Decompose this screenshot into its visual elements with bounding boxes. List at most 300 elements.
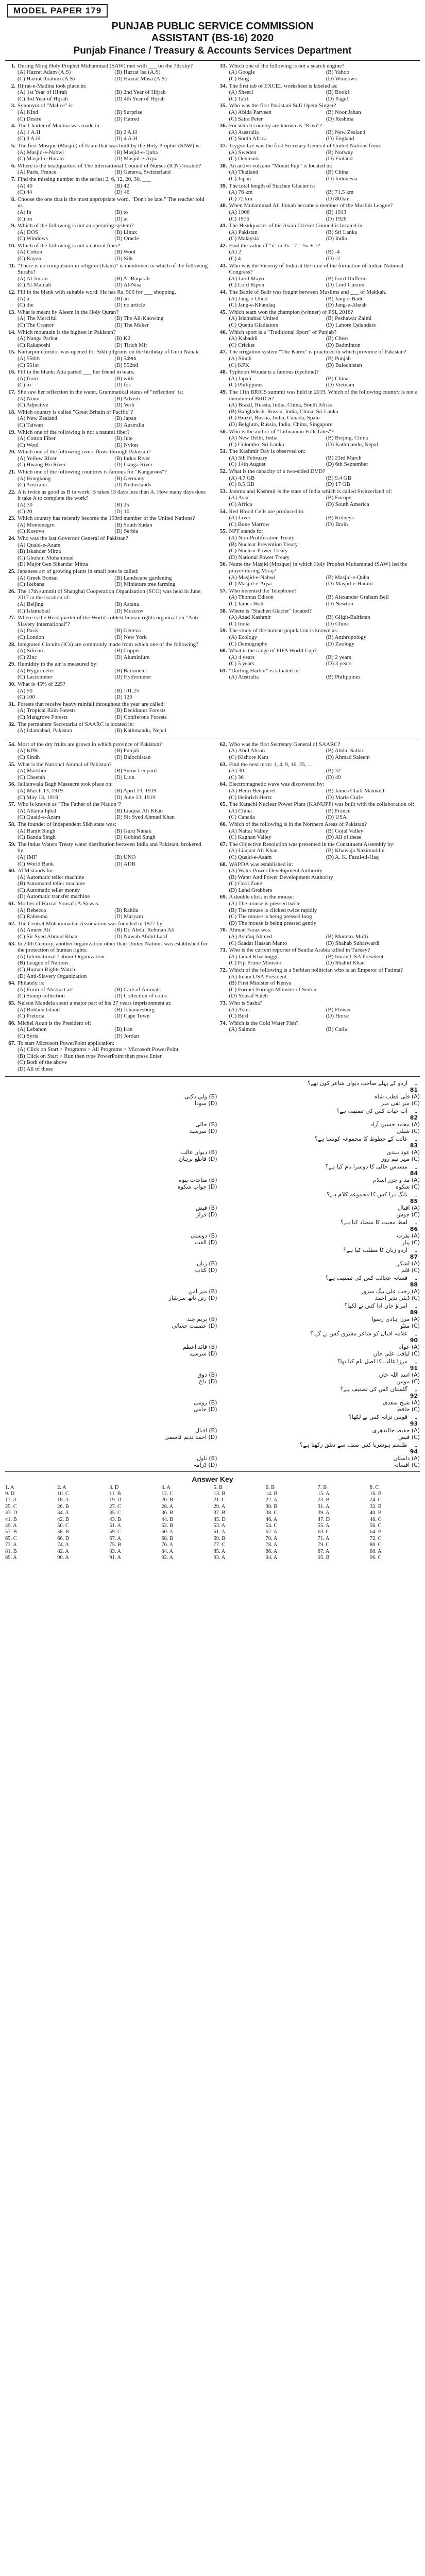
answer-option: (D) for — [114, 382, 131, 388]
answer-key-entry: 91. A — [109, 1554, 122, 1561]
question-text: Jammu and Kashmir is the state of India which is called Switzerland of: — [229, 488, 392, 495]
answer-option: (A) 30 — [229, 768, 244, 774]
question-item — [217, 468, 420, 488]
question-number: ۔82 — [410, 1107, 418, 1121]
answer-option: (D) Major Gen Sikandar Mirza — [18, 561, 88, 568]
question-text-row — [217, 967, 420, 974]
answer-key-entry: 72. C — [369, 1535, 382, 1541]
answer-option: (A) Hygrometer — [18, 667, 55, 674]
answer-option: (A) Azad Kashmir — [229, 614, 271, 621]
question-text: Michel Aoun is the President of: — [18, 1020, 91, 1026]
question-number: 11. — [8, 262, 15, 269]
question-text-row — [217, 202, 420, 209]
answer-option: (C) Pretoria — [18, 1013, 45, 1020]
question-text: قومی ترانہ کس نے لکھا؟ — [348, 1413, 407, 1420]
answer-option: (A) Sindh — [229, 355, 252, 362]
answer-option: (A) Al-Imran — [18, 275, 48, 282]
question-item — [217, 1020, 420, 1033]
answer-option: (A) Greek Bonsai — [18, 574, 58, 581]
answer-option: (B) 25 — [114, 502, 129, 509]
answer-option: (B) 32 — [326, 768, 341, 774]
answer-key-entry: 27. C — [109, 1503, 122, 1510]
answer-option: (D) 552nd — [114, 362, 138, 368]
answer-option: (A) رجب علی بیگ سرور — [361, 1287, 420, 1295]
question-text: The Headquarter of the Asian Cricket Council is located in: — [229, 223, 364, 229]
answer-option: (D) no article — [114, 302, 145, 309]
answer-key-entry: 62. A — [265, 1529, 278, 1535]
answer-option: (D) قاطع برہان — [179, 1155, 217, 1162]
answer-option: (D) Brain — [326, 521, 348, 528]
answer-option: (C) Kishore Kant — [229, 754, 268, 760]
answer-option: (A) Asia — [229, 495, 249, 501]
answer-option: (B) Imran USA President — [326, 953, 384, 960]
answer-key-title: Answer Key — [192, 1475, 233, 1483]
answer-option: (A) Noun — [18, 395, 40, 402]
answer-option: (C) 20 — [18, 508, 32, 515]
answer-options — [229, 848, 420, 860]
question-text-row — [5, 1358, 420, 1371]
answer-option: (A) Liaquat Ali Khan — [229, 848, 278, 854]
answer-option: (D) Aluminium — [114, 654, 150, 660]
header-divider — [5, 60, 420, 61]
answer-option: (C) Masjid-e-Haram — [18, 156, 64, 162]
answer-option: (B) Gilgit-Baltistan — [326, 614, 370, 621]
question-number: 27. — [8, 615, 15, 621]
answer-option: (B) April 13, 1919 — [114, 787, 157, 794]
question-number: 26. — [8, 588, 15, 595]
question-text: Who was the Viceroy of India at the time of the formation of Indian National Congress? — [229, 262, 404, 276]
answer-option: (C) the — [18, 302, 33, 309]
answer-option: (C) Cheetah — [18, 774, 45, 781]
question-item — [217, 103, 420, 122]
answer-option: (C) 5 years — [229, 660, 254, 667]
answer-options — [229, 355, 420, 368]
answer-option: (B) Chess — [326, 335, 349, 342]
question-item — [217, 83, 420, 103]
answer-option: (B) Nuclear Prevention Treaty — [229, 541, 298, 548]
answer-option: (C) Colombo, Sri Lanka — [229, 441, 284, 448]
question-item — [217, 761, 420, 781]
answer-option: (A) Masjid-e-Nabwi — [229, 574, 276, 581]
answer-option: (C) Canada — [229, 814, 255, 821]
answer-option: (B) Surprise — [114, 109, 143, 115]
answer-option: (B) Barometer — [114, 667, 148, 674]
answer-option: (B) 23rd March — [326, 454, 362, 461]
question-text: Typhoon Wouda is a famous (cyclone)? — [229, 369, 319, 376]
question-number: 35. — [219, 103, 227, 109]
answer-options — [18, 628, 209, 640]
question-text-row — [217, 183, 420, 190]
answer-option: (A) Water Power Development Authority — [229, 868, 323, 874]
question-text: Which of the following is not a natural fiber? — [18, 242, 121, 249]
answer-option: (C) Saira Peter — [229, 115, 263, 122]
answer-option: (A) Paris, France — [18, 169, 57, 176]
answer-option: (D) سودا — [195, 1099, 217, 1107]
answer-option: (B) Abdul Sattar — [326, 748, 364, 754]
question-number: ۔87 — [410, 1246, 418, 1260]
answer-option: (B) 2 A.H — [114, 129, 137, 135]
answer-option: (A) Silicon — [18, 648, 43, 654]
answer-key-entry: 86. A — [265, 1548, 278, 1554]
question-text-row — [217, 668, 420, 674]
question-text-row — [5, 1247, 420, 1260]
answer-options — [18, 1149, 420, 1162]
answer-option: (B) Jute — [114, 435, 133, 442]
answer-option: (A) KPK — [18, 748, 39, 754]
answer-option: (B) 101.25 — [114, 687, 139, 694]
question-item — [5, 449, 209, 468]
question-text-row — [217, 329, 420, 336]
answer-options — [18, 415, 209, 428]
question-text: The 17th summit of Shanghai Cooperation Organization (SCO) was held in June, 2017 at the location of: — [18, 588, 202, 601]
question-item — [217, 608, 420, 628]
question-item — [5, 469, 209, 488]
answer-option: (A) Beijing — [18, 601, 44, 607]
answer-option: (D) Hatred — [114, 115, 140, 122]
question-number: 41. — [219, 223, 227, 229]
answer-option: (B) League of Nations — [18, 960, 69, 967]
answer-option: (D) Kathmandu, Nepal — [326, 441, 378, 448]
answer-key-entry: 36. B — [161, 1510, 174, 1516]
answer-option: (C) to — [18, 382, 31, 388]
question-text-row — [5, 329, 209, 336]
question-item — [5, 1386, 420, 1413]
answer-option: (B) Masjid-e-Quba — [326, 574, 369, 581]
answer-key-entry: 87. A — [317, 1548, 330, 1554]
answer-option: (D) Coniferous Forests — [114, 714, 167, 721]
answer-option: (B) Geneva — [114, 628, 141, 634]
answer-options — [229, 594, 420, 607]
question-text: Choose the one that is the most appropriate word. "Don't be late." The teacher told us — [18, 196, 205, 209]
answer-option: (B) Beijing, China — [326, 435, 368, 442]
answer-option: (C) Both of the above — [18, 1059, 67, 1066]
answer-option: (A) Ranjit Singh — [18, 827, 56, 834]
question-number: 38. — [219, 162, 227, 169]
answer-option: (A) 1st Year of Hijrah — [18, 89, 67, 96]
answer-option: (D) Miniature tree farming — [114, 581, 176, 588]
answer-options — [18, 1046, 209, 1072]
question-number: 63. — [8, 940, 15, 947]
answer-option: (A) Hazrat Adam (A.S) — [18, 69, 71, 76]
answer-option: (D) at — [114, 215, 128, 222]
answer-option: (C) 4 — [229, 256, 241, 262]
answer-option: (B) Yahoo — [326, 69, 349, 76]
question-text-row — [5, 1163, 420, 1177]
question-item — [217, 63, 420, 82]
answer-option: (B) حالی — [195, 1121, 217, 1128]
question-text-row — [5, 1302, 420, 1316]
answer-option: (D) Tirich Mir — [114, 342, 147, 348]
question-number: 66. — [219, 821, 227, 827]
answer-option: (D) Australia — [114, 421, 144, 428]
answer-option: (B) Punjab — [326, 355, 351, 362]
answer-option: (D) 17 GB — [326, 481, 350, 488]
answer-option: (A) 2 — [229, 249, 242, 256]
answer-options — [229, 934, 420, 946]
answer-key-entry: 67. A — [109, 1535, 122, 1541]
answer-options — [18, 522, 209, 535]
answer-option: (C) Bone Marrow — [229, 521, 270, 528]
answer-option: (A) نفرت — [397, 1232, 420, 1239]
answer-option: (D) Oracle — [114, 235, 139, 242]
answer-options — [18, 727, 209, 734]
question-text-row — [217, 123, 420, 129]
answer-option: (C) Wool — [18, 442, 39, 448]
question-text: Which mountain is the highest in Pakistan? — [18, 329, 116, 335]
answer-option: (C) London — [18, 634, 44, 640]
answer-option: (B) Sri Lanka — [326, 229, 358, 235]
answer-key-entry: 52. B — [161, 1522, 174, 1529]
answer-option: (C) Ikebana — [18, 581, 45, 588]
answer-option: (C) Zinc — [18, 654, 37, 660]
question-text-row — [5, 588, 209, 601]
question-item — [5, 1330, 420, 1357]
answer-option: (D) All of these — [326, 834, 362, 841]
answer-options — [18, 1093, 420, 1107]
question-text: Find the missing number in the series: 2, 6, 12, 20, 30, ___ — [18, 176, 151, 182]
answer-option: (D) Cape Town — [114, 1013, 150, 1020]
answer-option: (C) Demography — [229, 640, 268, 647]
question-number: 7. — [11, 176, 15, 182]
question-number: 43. — [219, 262, 227, 269]
answer-option: (D) فراز — [196, 1211, 217, 1218]
answer-key-entry: 30. B — [265, 1503, 278, 1510]
answer-option: (A) IMF — [18, 854, 37, 860]
answer-option: (D) 10 — [114, 508, 130, 515]
question-text: WAPDA was established in: — [229, 861, 293, 868]
question-text: The Objective Resolution was presented in the Constituent Assembly by: — [229, 841, 395, 848]
answer-option: (A) Thailand — [229, 169, 259, 176]
answer-options — [229, 768, 420, 781]
answer-option: (C) میر تقی میر — [381, 1099, 420, 1107]
question-item — [217, 588, 420, 607]
answer-option: (B) Japan — [114, 415, 137, 422]
answer-options — [18, 296, 209, 309]
answer-options — [229, 276, 420, 289]
answer-option: (C) Nuclear Power Treaty — [229, 548, 288, 554]
answer-option: (B) South Sudan — [114, 521, 152, 528]
question-item — [217, 628, 420, 647]
question-text-row — [5, 1191, 420, 1205]
question-number: 67. — [8, 1040, 15, 1046]
answer-option: (A) Cotton — [18, 249, 42, 256]
answer-key-entry: 40. B — [369, 1510, 382, 1516]
question-text-row — [217, 861, 420, 868]
answer-option: (C) لیاقت علی خان — [373, 1350, 420, 1357]
question-text: Where is the headquarters of The International Council of Nurses (ICN) located? — [18, 162, 201, 169]
question-item — [217, 821, 420, 841]
answer-options — [18, 542, 209, 568]
question-item — [5, 196, 209, 222]
answer-option: (A) Japan — [229, 375, 251, 382]
answer-option: (B) Gojal Valley — [326, 827, 364, 834]
key-divider — [5, 1471, 420, 1472]
answer-option: (B) 9.4 GB — [326, 474, 351, 481]
answer-option: (B) Guru Nanak — [114, 827, 151, 834]
answer-option: (B) Book1 — [326, 89, 350, 96]
question-number: 65. — [8, 999, 15, 1006]
answer-option: (D) 3 years — [326, 660, 352, 667]
answer-key-entry: 64. B — [369, 1529, 382, 1535]
answer-option: (C) منٹو — [400, 1322, 420, 1329]
answer-key-entry: 60. A — [161, 1529, 174, 1535]
answer-options — [18, 648, 209, 660]
answer-option: (D) Marie Curie — [326, 794, 363, 801]
question-number: 39. — [219, 182, 227, 189]
question-text: What is the capacity of a two-sided DVD? — [229, 468, 326, 475]
question-text-row — [5, 489, 209, 502]
answer-options — [18, 502, 209, 515]
question-number: 33. — [219, 62, 227, 69]
question-item — [217, 289, 420, 309]
answer-option: (C) 551st — [18, 362, 39, 368]
question-number: 65. — [219, 801, 227, 808]
answer-option: (C) Jang-e-Khandaq — [229, 302, 275, 309]
answer-options — [18, 476, 209, 488]
answer-option: (C) Cricket — [229, 342, 255, 348]
question-text: The Karachi Nuclear Power Plant (KANUPP) was built with the collaboration of: — [229, 801, 415, 808]
question-text-row — [5, 1330, 420, 1344]
answer-option: (D) 4th Year of Hijrah — [114, 95, 165, 102]
answer-key-entry: 35. C — [109, 1510, 122, 1516]
answer-option: (B) an — [114, 295, 129, 302]
question-number: 5. — [11, 142, 15, 149]
question-text-row — [217, 243, 420, 249]
question-text: Which sport is a "Traditional Sport" of Punjab? — [229, 329, 337, 335]
answer-option: (D) Page1 — [326, 95, 349, 102]
answer-option: (A) New Zealand — [18, 415, 57, 422]
question-text: Who was the first Pakistani Sufi Opera Singer? — [229, 103, 336, 109]
answer-options — [229, 89, 420, 102]
answer-option: (A) Australia — [229, 129, 259, 135]
answer-option: (C) جوش — [396, 1211, 420, 1218]
question-text-row — [5, 641, 209, 648]
answer-option: (C) Hwang-Ho River — [18, 462, 66, 468]
answer-options — [18, 688, 209, 701]
question-text: Find the next term: 1, 4, 9, 16, 25, ... — [229, 761, 312, 768]
answer-options — [18, 874, 209, 900]
question-text: مسدس حالی کا دوسرا نام کیا ہے؟ — [325, 1163, 407, 1170]
answer-option: (A) Tropical Rain Forests — [18, 707, 76, 714]
question-text: Who invented the Telephone? — [229, 587, 297, 594]
answer-option: (A) اسد اللہ خان — [379, 1371, 420, 1378]
answer-option: (C) 36 — [229, 774, 244, 781]
question-number: ۔81 — [410, 1079, 418, 1093]
question-item — [217, 1000, 420, 1020]
answer-key-entry: 34. A — [57, 1510, 69, 1516]
answer-options — [18, 276, 209, 289]
question-number: 20. — [8, 449, 15, 455]
answer-option: (C) Heinrich Hertz — [229, 794, 272, 801]
answer-key-entry: 45. D — [213, 1516, 226, 1522]
question-text: Hijrat-e-Madina took place in: — [18, 82, 87, 89]
answer-option: (D) کتاب — [195, 1266, 217, 1274]
question-number: ۔90 — [410, 1330, 418, 1344]
question-number: 70. — [219, 927, 227, 934]
answer-option: (C) ڈپٹی نذیر احمد — [375, 1294, 420, 1301]
answer-option: (C) Islamabad — [18, 607, 50, 614]
answer-option: (A) Rebecca — [18, 907, 46, 913]
answer-key-entry: 69. B — [213, 1535, 226, 1541]
answer-option: (C) Former Foreign Minister of Serbia — [229, 986, 317, 993]
question-text-row — [5, 349, 209, 355]
answer-option: (D) 6th September — [326, 461, 368, 468]
answer-options — [18, 149, 209, 162]
answer-option: (D) Netherlands — [114, 482, 151, 488]
answer-option: (B) ولی دکنی — [184, 1093, 217, 1100]
answer-option: (D) Anti-Slavery Organization — [18, 973, 87, 979]
question-number: 16. — [8, 369, 15, 376]
answer-key-entry: 44. B — [161, 1516, 174, 1522]
question-item — [217, 389, 420, 428]
answer-option: (A) Paris — [18, 628, 39, 634]
answer-option: (C) Japan — [229, 175, 251, 182]
answer-option: (B) China — [326, 169, 349, 176]
answer-option: (A) داستان — [393, 1454, 420, 1462]
question-text: The Indus Waters Treaty water distribution between India and Pakistan, brokered by: — [18, 841, 201, 854]
question-item — [5, 1108, 420, 1134]
answer-options — [229, 129, 420, 142]
answer-option: (D) June 13, 1919 — [114, 794, 156, 801]
answer-option: (D) Windows — [326, 76, 357, 82]
question-item — [217, 163, 420, 182]
answer-options — [18, 1399, 420, 1413]
answer-option: (B) Khawaja Nazimuddin — [326, 848, 385, 854]
question-item — [5, 661, 209, 681]
answer-option: (A) Jang-e-Uhud — [229, 295, 268, 302]
question-item — [5, 489, 209, 515]
question-text: Where is the Headquarter of the World's oldest human rights organization "Anti-Slavery International"? — [18, 615, 200, 628]
answer-options — [229, 828, 420, 841]
answer-option: (B) Germany — [114, 475, 145, 482]
question-number: 36. — [219, 123, 227, 129]
answer-option: (D) ڈرامہ — [193, 1461, 217, 1468]
answer-option: (B) Iran — [114, 1026, 133, 1033]
answer-option: (A) China — [229, 807, 252, 814]
answer-option: (C) Masjid-e-Aqsa — [229, 581, 272, 587]
answer-option: (D) Maryam — [114, 913, 143, 920]
question-text-row — [5, 196, 209, 209]
answer-option: (D) Nylon — [114, 442, 138, 448]
answer-option: (B) Automated teller machine — [18, 880, 86, 887]
question-number: 73. — [219, 999, 227, 1006]
question-text-row — [217, 821, 420, 828]
answer-key-entry: 18. A — [57, 1497, 69, 1503]
question-text-row — [5, 1414, 420, 1427]
answer-option: (D) Balochistan — [326, 362, 362, 368]
question-number: ۔92 — [410, 1385, 418, 1399]
answer-option: (D) Land Grabbers — [229, 887, 273, 893]
question-text: The 11th BRICS summit was held in 2019. Which of the following country is not a member of BRICS? — [229, 388, 418, 402]
answer-key-grid — [5, 1485, 420, 1562]
question-text: The study of the human population is known as: — [229, 628, 338, 634]
question-number: ۔86 — [410, 1218, 418, 1232]
answer-option: (A) March 13, 1919 — [18, 787, 63, 794]
question-text-row — [217, 841, 420, 848]
question-text-row — [5, 369, 209, 376]
answer-option: (C) Taiwan — [18, 421, 43, 428]
question-item — [5, 761, 209, 781]
answer-option: (A) Islamabad, Pakistan — [18, 727, 72, 734]
question-number: 62. — [219, 741, 227, 748]
question-text: Who is known as "The Father of the Nation"? — [18, 801, 122, 808]
question-number: 59. — [219, 628, 227, 634]
answer-options — [229, 475, 420, 488]
answer-option: (B) Astana — [114, 601, 139, 607]
question-number: 54. — [8, 741, 15, 748]
answer-option: (B) Landscape gardening — [114, 574, 172, 581]
question-text: Philately is: — [18, 980, 45, 987]
